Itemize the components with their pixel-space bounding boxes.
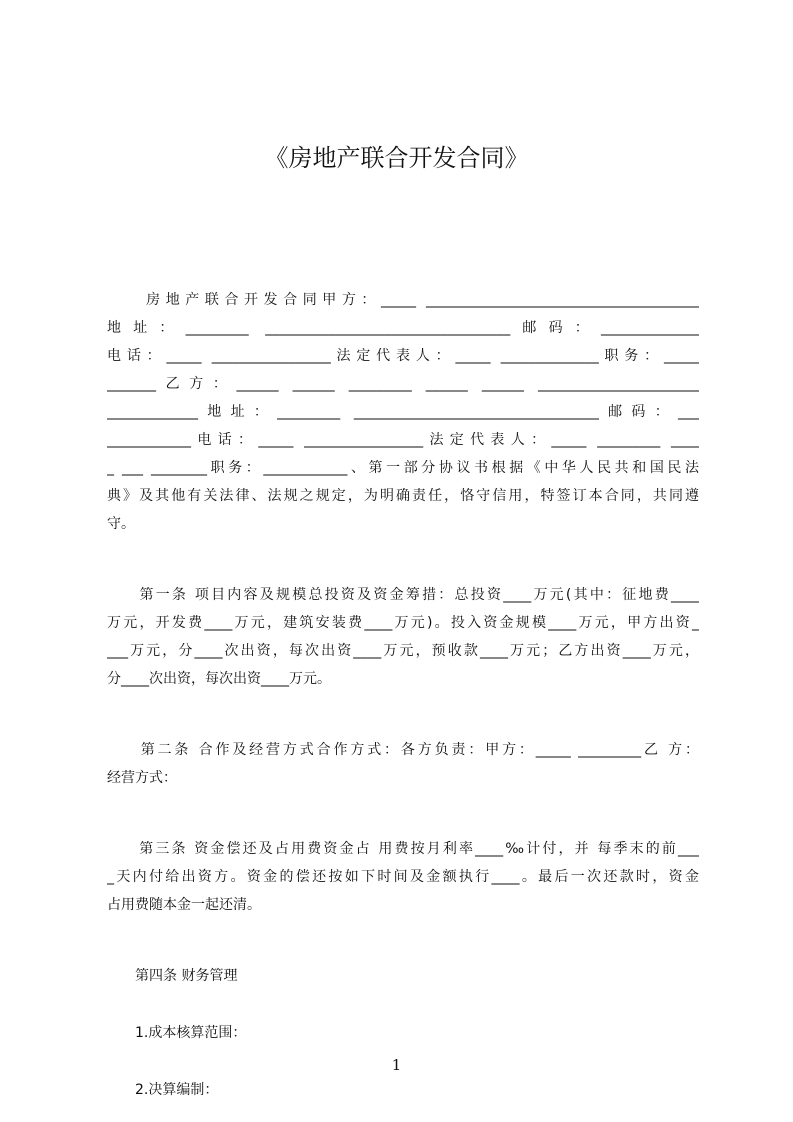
text-line: _ ___ ________职务：____________、第一部分协议书根据《中华人民共和国民法 — [107, 460, 699, 476]
text-line: 万元，开发费____万元，建筑安装费____万元)。投入资金规模____万元，甲方出资_ — [107, 615, 699, 631]
text-line: ____________电话：_____ _________________法定代表人：_____ _________ ____ — [107, 432, 699, 448]
text-line: 分____次出资，每次出资____万元。 — [107, 671, 331, 687]
paragraph-spacer — [107, 990, 699, 1019]
paragraph-spacer — [107, 693, 699, 736]
paragraph-spacer — [107, 792, 699, 835]
text-line: _____________地址：_________ ___________________________________邮码：___ — [107, 404, 699, 420]
article-4-heading: 第四条 财务管理 — [135, 968, 238, 984]
list-item: 1.成本核算范围： — [135, 1025, 247, 1041]
text-line: 典》及其他有关法律、法规之规定，为明确责任，恪守信用，特签订本合同，共同遵 — [107, 488, 699, 504]
text-line: 占用费随本金一起还清。 — [107, 897, 261, 913]
document-body — [107, 286, 699, 1104]
parties-paragraph — [107, 286, 699, 538]
text-line: _______乙方：______ ______ _________ ______ ______ _______________________ — [107, 376, 699, 392]
paragraph-spacer — [107, 538, 699, 581]
text-line: 房地产联合开发合同甲方：_____ _______________________________________ — [107, 292, 699, 308]
text-line: 电话：_____ _________________法定代表人：_____ ______________职务：_____ — [107, 348, 699, 364]
article-2-paragraph — [107, 736, 699, 792]
list-item: 2.决算编制： — [135, 1082, 219, 1098]
text-line: ___万元，分____次出资，每次出资____万元，预收款____万元；乙方出资____万元， — [107, 643, 699, 659]
text-line: _天内付给出资方。资金的偿还按如下时间及金额执行____。最后一次还款时，资金 — [107, 869, 699, 885]
page-number: 1 — [391, 1056, 402, 1074]
text-line: 守。 — [107, 516, 135, 532]
document-title: 《房地产联合开发合同》 — [264, 144, 529, 172]
text-line: 地址：_________ ___________________________________邮码：______________ — [107, 320, 699, 336]
article-3-paragraph — [107, 835, 699, 919]
text-line: 第一条 项目内容及规模总投资及资金筹措：总投资____万元(其中：征地费____ — [107, 587, 699, 603]
text-line: 第二条 合作及经营方式合作方式：各方负责：甲方：_____ _________乙 方： — [107, 742, 699, 758]
text-line: 第三条 资金偿还及占用费资金占 用费按月利率____‰计付，并 每季末的前___ — [107, 841, 699, 857]
article-1-paragraph — [107, 581, 699, 693]
paragraph-spacer — [107, 919, 699, 962]
text-line: 经营方式： — [107, 770, 177, 786]
